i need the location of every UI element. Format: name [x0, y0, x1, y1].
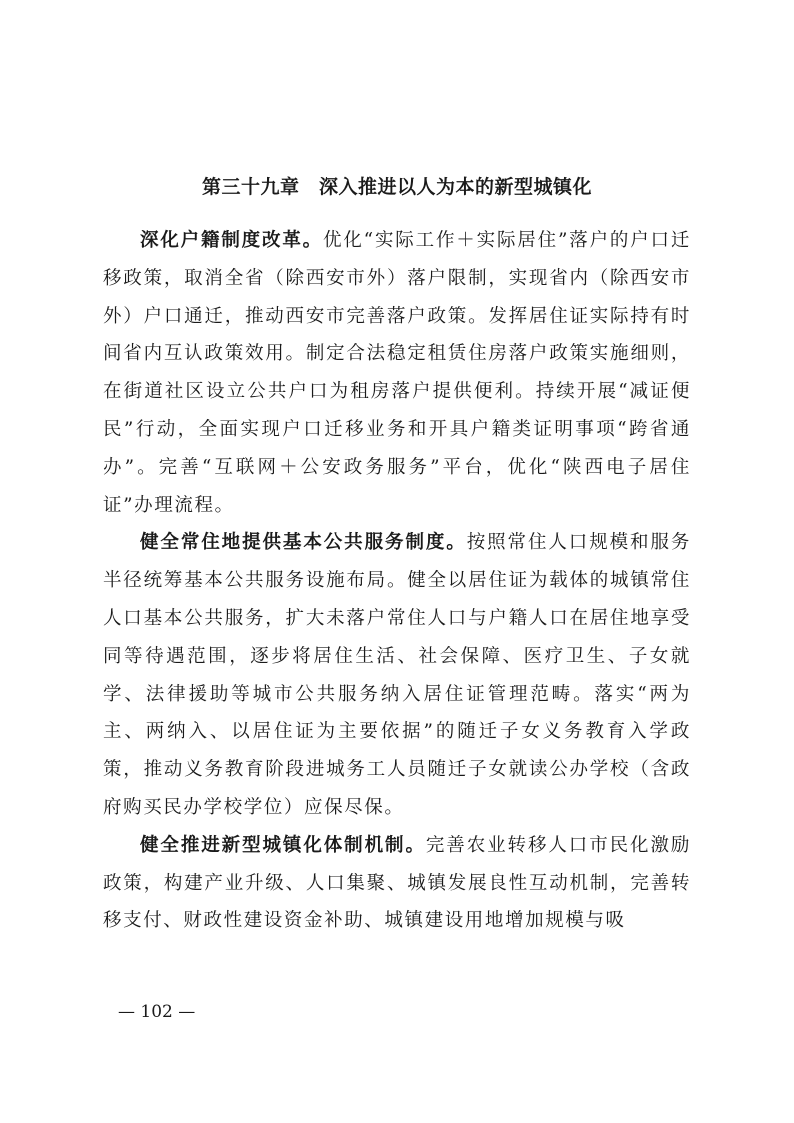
chapter-title: 第三十九章 深入推进以人为本的新型城镇化 — [201, 176, 592, 198]
paragraph-lead: 健全推进新型城镇化体制机制。 — [140, 834, 426, 856]
paragraph-text: 优化“实际工作＋实际居住”落户的户口迁移政策，取消全省（除西安市外）落户限制，实现省内（除西安市外）户口通迁，推动西安市完善落户政策。发挥居住证实际持有时间省内互认政策效用。制定合法稳定租赁住房落户政策实施细则，在街道社区设立公共户口为租房落户提供便利。持续开展“减证便民”行动，全面实现户口迁移业务和开具户籍类证明事项“跨省通办”。完善“互联网＋公安政务服务”平台，优化“陕西电子居住证”办理流程。 — [103, 230, 691, 516]
paragraph-household-registration — [103, 222, 691, 524]
paragraph-lead: 健全常住地提供基本公共服务制度。 — [140, 532, 467, 554]
paragraph-urbanization-mechanism — [103, 827, 691, 940]
page-number: — 102 — — [118, 1002, 196, 1022]
paragraph-lead: 深化户籍制度改革。 — [140, 230, 323, 251]
paragraph-text: 完善农业转移人口市民化激励政策，构建产业升级、人口集聚、城镇发展良性互动机制，完善转移支付、财政性建设资金补助、城镇建设用地增加规模与吸 — [103, 834, 691, 932]
paragraph-text: 按照常住人口规模和服务半径统筹基本公共服务设施布局。健全以居住证为载体的城镇常住人口基本公共服务，扩大未落户常住人口与户籍人口在居住地享受同等待遇范围，逐步将居住生活、社会保障、医疗卫生、子女就学、法律援助等城市公共服务纳入居住证管理范畴。落实“两为主、两纳入、以居住证为主要依据”的随迁子女义务教育入学政策，推动义务教育阶段进城务工人员随迁子女就读公办学校（含政府购买民办学校学位）应保尽保。 — [103, 532, 691, 818]
body-text — [103, 222, 691, 940]
paragraph-public-services — [103, 524, 691, 826]
